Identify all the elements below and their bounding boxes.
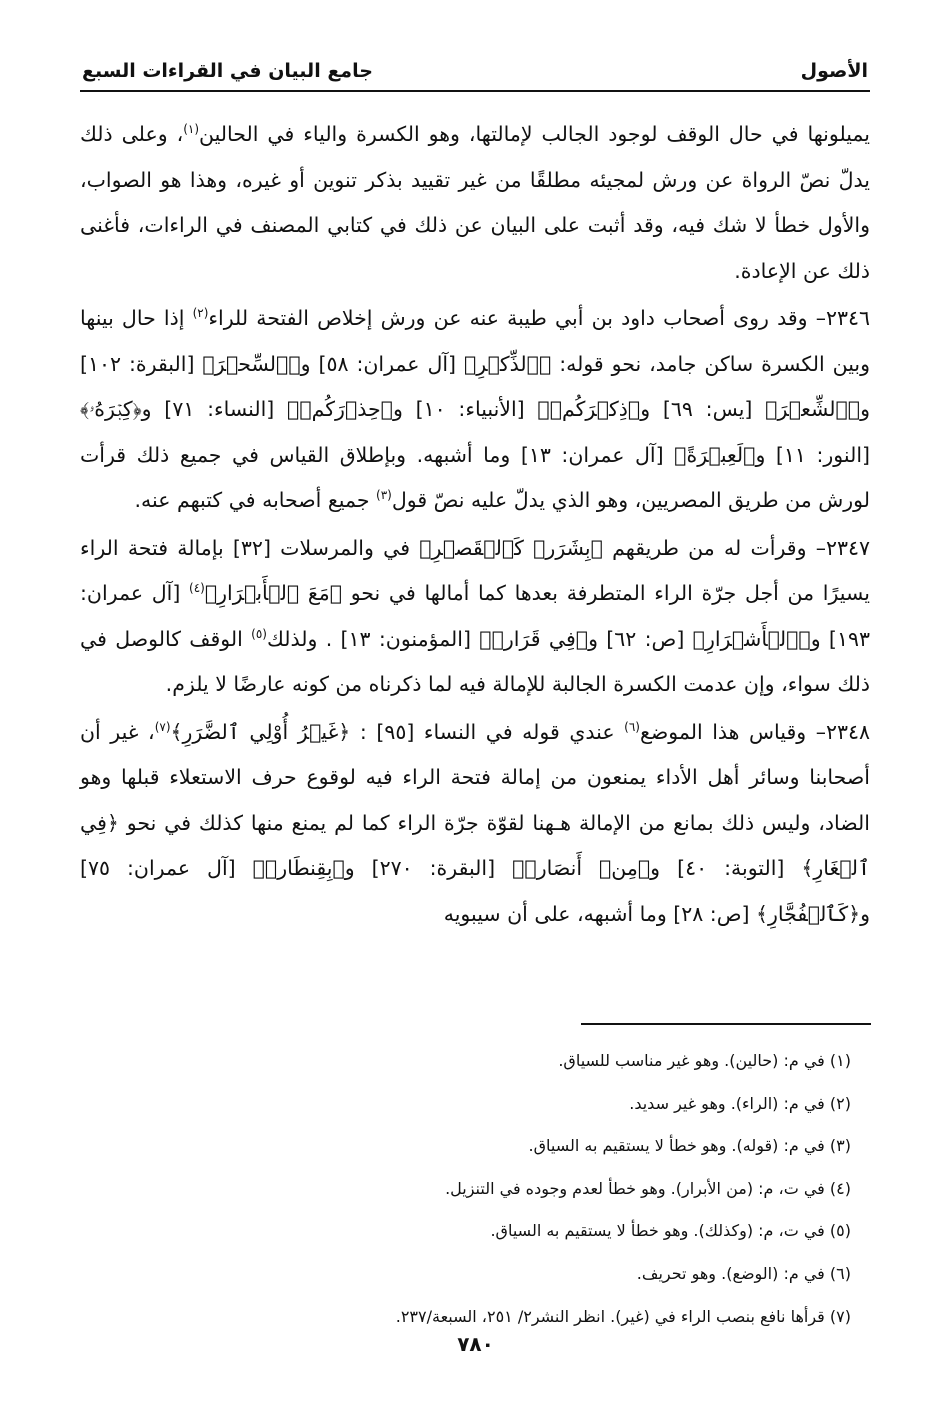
paragraph-text: جميع أصحابه في كتبهم عنه. [134, 488, 377, 512]
paragraph-text: ، [176, 122, 184, 146]
footnote-marker: (٤) [189, 581, 205, 596]
footnote-1: (١) في م: (حالين). وهو غير مناسب للسياق. [558, 1051, 851, 1070]
paragraph-text: يميلونها في حال الوقف لوجود الجالب لإمالتها، وهو الكسرة والياء في الحالين [199, 122, 870, 146]
paragraph-text: وعلى ذلك يدلّ نصّ الرواة عن ورش لمجيئه مطلقًا من غير تقييد بذكر تنوين أو غيره، وهذا هو الصواب، والأول خطأ لا شك فيه، وقد أثبت على البيان عن ذلك في كتابي المصنف في الراءات، فأغنى ذلك عن الإعادة. [80, 122, 870, 283]
running-header [80, 52, 870, 92]
footnotes [91, 1040, 851, 1338]
paragraph-text: [آل عمران: ١٩٣] و﴿ٱلۡأَشۡرَارِ﴾ [ص: ٦٢] و﴿فِي قَرَارٖ﴾ [المؤمنون: ١٣] . ولذلك [80, 581, 870, 651]
book-title: جامع البيان في القراءات السبع [82, 60, 373, 82]
paragraph-text: ٢٣٤٦– وقد روى أصحاب داود بن أبي طيبة عنه عن ورش إخلاص الفتحة للراء [208, 306, 870, 330]
paragraph-text: عندي قوله في النساء [٩٥] : ﴿غَيۡرُ أُوْلِي ٱلضَّرَرِ﴾ [170, 719, 625, 744]
footnote-marker: (٥) [251, 626, 267, 641]
footnote-5: (٥) في ت، م: (وكذلك). وهو خطأ لا يستقيم به السياق. [490, 1221, 851, 1241]
header-rule [80, 90, 870, 92]
paragraph-2348 [80, 710, 870, 938]
paragraph-text: الوقف كالوصل في ذلك سواء، وإن عدمت الكسرة الجالبة للإمالة فيه لما ذكرناه من كونه عارضًا لا يلزم. [80, 626, 870, 696]
page-number: ٧٨٠ [457, 1332, 494, 1356]
footnote-7: (٧) قرأها نافع بنصب الراء في (غير). انظر النشر٢/ ٢٥١، السبعة/٢٣٧. [395, 1306, 851, 1326]
paragraph-1 [80, 112, 870, 294]
paragraph-text: ، غير أن أصحابنا وسائر أهل الأداء يمنعون من إمالة فتحة الراء فيه لوقوع حرف الاستعلاء قبلها وهو الضاد، وليس ذلك بمانع من الإمالة هـهنا لقوّة جرّة الراء كما لم يمنع منها كذلك في نحو ﴿فِي ٱلۡغَارِ﴾ [التوبة: ٤٠] و﴿مِنۡ أَنصَارٖ﴾ [البقرة: ٢٧٠] و﴿بِقِنطَارٖ﴾ [آل عمران: ٧٥] و﴿كَٱلۡفُجَّارِ﴾ [ص: ٢٨] وما أشبهه، على أن سيبويه [80, 719, 870, 926]
footnote-separator [581, 1023, 871, 1025]
footnote-marker: (٦) [624, 719, 640, 734]
paragraph-text: ٢٣٤٧– وقرأت له من طريقهم ﴿بِشَرَرٖ كَٱلۡقَصۡرِ﴾ في والمرسلات [٣٢] بإمالة فتحة الراء يسيرًا من أجل جرّة الراء المتطرفة بعدها كما أمالها في نحو ﴿مَعَ ٱلۡأَبۡرَارِ﴾ [80, 535, 870, 605]
footnote-marker: (٧) [154, 719, 171, 734]
footnote-3: (٣) في م: (قوله). وهو خطأ لا يستقيم به السياق. [528, 1136, 851, 1156]
paragraph-2347 [80, 526, 870, 708]
footnote-marker: (٣) [376, 488, 392, 503]
paragraph-text: ٢٣٤٨– وقياس هذا الموضع [639, 719, 871, 744]
footnote-4: (٤) في ت، م: (من الأبرار). وهو خطأ لعدم وجوده في التنزيل. [445, 1178, 851, 1198]
footnote-marker: (٢) [192, 306, 209, 321]
footnote-6: (٦) في م: (الوضع). وهو تحريف. [636, 1263, 851, 1283]
footnote-marker: (١) [183, 122, 200, 137]
main-text [80, 112, 870, 939]
paragraph-text: إذا حال بينها وبين الكسرة ساكن جامد، نحو قوله: ﴿ٱلذِّكۡرِ﴾ [آل عمران: ٥٨] و﴿ٱلسِّحۡرَ﴾ [البقرة: ١٠٢] و﴿ٱلشِّعۡرَ﴾ [يس: ٦٩] و﴿ذِكۡرَكُمۡ﴾ [الأنبياء: ١٠] و﴿حِذۡرَكُمۡ﴾ [النساء: ٧١] و﴿كِبۡرَهُۥ﴾ [النور: ١١] و﴿لَعِبۡرَةً﴾ [آل عمران: ١٣] وما أشبهه. وبإطلاق القياس في جميع ذلك قرأت لورش من طريق المصريين، وهو الذي يدلّ عليه نصّ قول [80, 306, 871, 512]
paragraph-2346 [80, 296, 870, 524]
chapter-title: الأصول [800, 60, 868, 82]
footnote-2: (٢) في م: (الراء). وهو غير سديد. [629, 1093, 851, 1113]
